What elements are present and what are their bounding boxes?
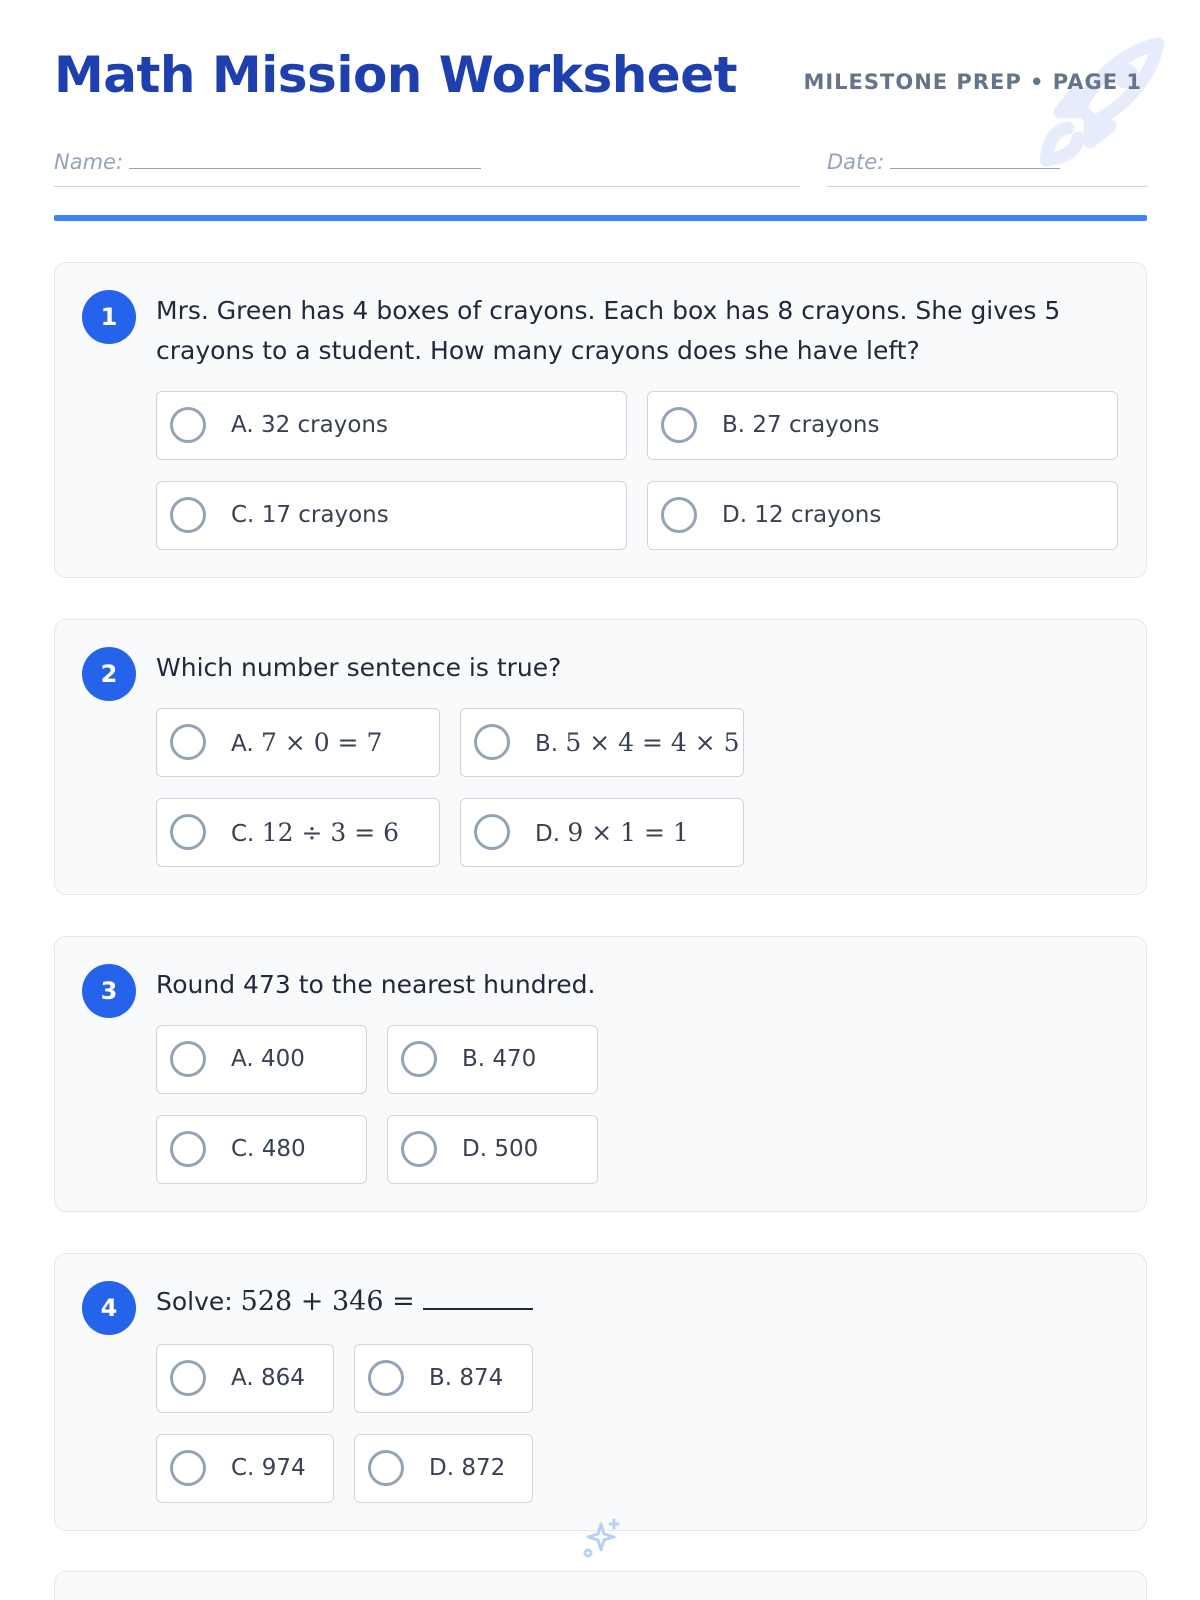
radio-button[interactable] [170, 407, 206, 443]
name-label: Name: [54, 150, 124, 174]
option-letter: D. [535, 821, 561, 847]
option-label [722, 392, 879, 459]
option-label [535, 799, 689, 868]
page-label: MILESTONE PREP • PAGE 1 [803, 70, 1142, 94]
option-c[interactable] [156, 481, 627, 550]
option-label [231, 709, 382, 778]
option-label [535, 709, 740, 778]
option-letter: B. [429, 1365, 453, 1391]
question-card-1 [54, 262, 1147, 578]
radio-button[interactable] [368, 1450, 404, 1486]
option-a[interactable] [156, 1025, 367, 1094]
question-card-4 [54, 1253, 1147, 1531]
question-card-3 [54, 936, 1147, 1212]
option-d[interactable] [387, 1115, 598, 1184]
date-label: Date: [827, 150, 885, 174]
option-text: 9 × 1 = 1 [567, 818, 689, 847]
question-card-5 [54, 1571, 1147, 1600]
option-c[interactable] [156, 1115, 367, 1184]
option-label [231, 482, 389, 549]
radio-button[interactable] [661, 497, 697, 533]
radio-button[interactable] [401, 1041, 437, 1077]
radio-button[interactable] [170, 1131, 206, 1167]
question-number-badge: 1 [82, 290, 136, 344]
option-letter: B. [462, 1046, 486, 1072]
option-letter: B. [535, 731, 559, 757]
option-text: 974 [261, 1455, 306, 1481]
option-text: 5 × 4 = 4 × 5 [565, 728, 740, 757]
option-text: 480 [261, 1136, 306, 1162]
option-text: 7 × 0 = 7 [260, 728, 383, 757]
option-text: 400 [260, 1046, 305, 1072]
option-d[interactable] [460, 798, 744, 867]
option-letter: C. [231, 821, 255, 847]
radio-button[interactable] [661, 407, 697, 443]
date-blank-line [890, 150, 1060, 169]
option-text: 12 crayons [754, 502, 882, 528]
option-text: 500 [494, 1136, 539, 1162]
radio-button[interactable] [368, 1360, 404, 1396]
option-label [429, 1345, 503, 1412]
question-number-badge: 2 [82, 647, 136, 701]
option-text: 27 crayons [752, 412, 880, 438]
option-label [722, 482, 881, 549]
option-letter: C. [231, 1136, 255, 1162]
option-d[interactable] [354, 1434, 533, 1503]
option-letter: D. [722, 502, 748, 528]
option-label [429, 1435, 505, 1502]
question-number-badge: 3 [82, 964, 136, 1018]
question-text: Round 473 to the nearest hundred. [156, 970, 596, 999]
option-label [231, 1435, 306, 1502]
radio-button[interactable] [474, 814, 510, 850]
option-label [231, 1026, 305, 1093]
question-card-2 [54, 619, 1147, 895]
option-a[interactable] [156, 1344, 334, 1413]
option-b[interactable] [460, 708, 744, 777]
radio-button[interactable] [170, 1450, 206, 1486]
radio-button[interactable] [170, 1360, 206, 1396]
option-letter: C. [231, 1455, 255, 1481]
option-text: 872 [461, 1455, 506, 1481]
option-c[interactable] [156, 1434, 334, 1503]
option-b[interactable] [647, 391, 1118, 460]
option-text: 470 [492, 1046, 537, 1072]
question-number-badge: 4 [82, 1281, 136, 1335]
option-a[interactable] [156, 708, 440, 777]
answer-blank [423, 1284, 533, 1310]
option-letter: D. [429, 1455, 455, 1481]
option-letter: B. [722, 412, 746, 438]
option-text: 32 crayons [260, 412, 388, 438]
radio-button[interactable] [401, 1131, 437, 1167]
radio-button[interactable] [170, 1041, 206, 1077]
question-text [156, 1282, 1116, 1322]
name-blank-line [129, 150, 481, 169]
question-prefix: Solve: [156, 1287, 233, 1316]
question-text: Mrs. Green has 4 boxes of crayons. Each box has 8 crayons. She gives 5 crayons to a student. How many crayons does she have left? [156, 296, 1061, 365]
option-c[interactable] [156, 798, 440, 867]
header-divider [54, 215, 1147, 221]
radio-button[interactable] [170, 814, 206, 850]
option-d[interactable] [647, 481, 1118, 550]
option-label [462, 1026, 536, 1093]
radio-button[interactable] [170, 497, 206, 533]
question-text: Which number sentence is true? [156, 653, 562, 682]
radio-button[interactable] [474, 724, 510, 760]
name-field[interactable] [54, 150, 800, 187]
date-field[interactable] [827, 150, 1147, 187]
option-label [231, 1116, 306, 1183]
option-letter: C. [231, 502, 255, 528]
option-b[interactable] [387, 1025, 598, 1094]
option-text: 874 [459, 1365, 504, 1391]
option-a[interactable] [156, 391, 627, 460]
option-text: 12 ÷ 3 = 6 [261, 818, 399, 847]
option-letter: D. [462, 1136, 488, 1162]
option-letter: A. [231, 731, 254, 757]
option-label [231, 799, 399, 868]
option-b[interactable] [354, 1344, 533, 1413]
option-label [462, 1116, 538, 1183]
page-title: Math Mission Worksheet [54, 46, 738, 104]
sparkle-icon [581, 1518, 623, 1560]
option-text: 17 crayons [261, 502, 389, 528]
option-label [231, 1345, 305, 1412]
option-letter: A. [231, 1365, 254, 1391]
question-equation: 528 + 346 = [240, 1286, 415, 1317]
option-label [231, 392, 388, 459]
option-letter: A. [231, 1046, 254, 1072]
radio-button[interactable] [170, 724, 206, 760]
option-text: 864 [260, 1365, 305, 1391]
option-letter: A. [231, 412, 254, 438]
